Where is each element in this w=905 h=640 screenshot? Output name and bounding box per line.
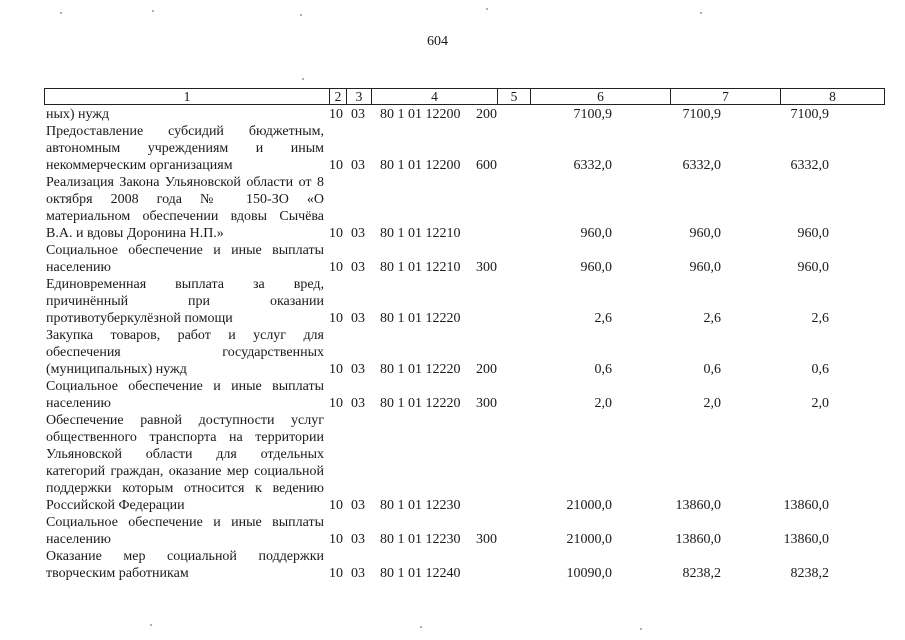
cell-amount-8: 960,0 [797, 226, 829, 241]
scan-speck [152, 10, 154, 12]
table-row [46, 174, 866, 242]
cell-amount-8: 2,0 [811, 396, 829, 411]
cell-expense-type: 200 [476, 362, 497, 377]
cell-amount-7: 7100,9 [682, 107, 721, 122]
cell-subsection: 03 [351, 311, 365, 326]
column-header-4: 4 [372, 89, 498, 104]
table-header-row [44, 88, 885, 105]
scan-speck [700, 12, 702, 14]
cell-amount-8: 960,0 [797, 260, 829, 275]
column-header-3: 3 [347, 89, 372, 104]
cell-section: 10 [329, 226, 343, 241]
cell-amount-7: 13860,0 [675, 498, 721, 513]
cell-subsection: 03 [351, 566, 365, 581]
column-header-6: 6 [531, 89, 671, 104]
cell-amount-7: 2,0 [703, 396, 721, 411]
cell-section: 10 [329, 396, 343, 411]
cell-section: 10 [329, 498, 343, 513]
cell-amount-6: 6332,0 [573, 158, 612, 173]
table-row [46, 276, 866, 327]
cell-subsection: 03 [351, 226, 365, 241]
cell-target-code: 80 1 01 12220 [380, 311, 461, 326]
scan-speck [60, 12, 62, 14]
row-description: Предоставление субсидий бюджетным, автономным учреждениям и иным некоммерческим организациям [46, 124, 324, 173]
budget-table-body [46, 106, 866, 582]
cell-amount-8: 2,6 [811, 311, 829, 326]
row-description: Социальное обеспечение и иные выплаты населению [46, 515, 324, 547]
scan-speck [300, 14, 302, 16]
cell-target-code: 80 1 01 12230 [380, 498, 461, 513]
column-header-2: 2 [330, 89, 347, 104]
column-header-8: 8 [829, 89, 836, 104]
cell-amount-7: 960,0 [689, 226, 721, 241]
cell-amount-8: 13860,0 [783, 498, 829, 513]
cell-subsection: 03 [351, 107, 365, 122]
cell-amount-6: 10090,0 [566, 566, 612, 581]
cell-amount-7: 960,0 [689, 260, 721, 275]
row-description: Единовременная выплата за вред, причинённый при оказании противотуберкулёзной помощи [46, 277, 324, 326]
row-description: Оказание мер социальной поддержки творческим работникам [46, 549, 324, 581]
cell-subsection: 03 [351, 396, 365, 411]
cell-amount-6: 2,6 [594, 311, 612, 326]
cell-amount-8: 13860,0 [783, 532, 829, 547]
row-description: Обеспечение равной доступности услуг общественного транспорта на территории Ульяновской области для отдельных категорий граждан, оказание мер социальной поддержки которым относится к ведению Российской Федерации [46, 413, 324, 513]
cell-amount-8: 8238,2 [790, 566, 829, 581]
cell-section: 10 [329, 158, 343, 173]
cell-amount-7: 8238,2 [682, 566, 721, 581]
row-description: Закупка товаров, работ и услуг для обеспечения государственных (муниципальных) нужд [46, 328, 324, 377]
cell-section: 10 [329, 107, 343, 122]
cell-amount-6: 960,0 [580, 260, 612, 275]
cell-amount-7: 6332,0 [682, 158, 721, 173]
cell-target-code: 80 1 01 12230 [380, 532, 461, 547]
cell-target-code: 80 1 01 12200 [380, 158, 461, 173]
cell-target-code: 80 1 01 12220 [380, 362, 461, 377]
cell-amount-8: 7100,9 [790, 107, 829, 122]
column-header-1: 1 [45, 89, 330, 104]
table-row [46, 378, 866, 412]
cell-section: 10 [329, 311, 343, 326]
cell-amount-6: 21000,0 [566, 498, 612, 513]
cell-amount-6: 2,0 [594, 396, 612, 411]
cell-target-code: 80 1 01 12220 [380, 396, 461, 411]
cell-amount-8: 6332,0 [790, 158, 829, 173]
scan-speck [420, 626, 422, 628]
column-header-7: 7 [671, 89, 781, 104]
cell-amount-7: 13860,0 [675, 532, 721, 547]
cell-section: 10 [329, 362, 343, 377]
cell-target-code: 80 1 01 12240 [380, 566, 461, 581]
table-row [46, 106, 866, 123]
row-description: Социальное обеспечение и иные выплаты населению [46, 379, 324, 411]
cell-amount-6: 960,0 [580, 226, 612, 241]
cell-section: 10 [329, 260, 343, 275]
table-row [46, 412, 866, 514]
scan-speck [150, 624, 152, 626]
cell-section: 10 [329, 566, 343, 581]
scan-speck [486, 8, 488, 10]
cell-subsection: 03 [351, 498, 365, 513]
row-description: Социальное обеспечение и иные выплаты населению [46, 243, 324, 275]
table-row [46, 548, 866, 582]
table-row [46, 327, 866, 378]
cell-amount-6: 21000,0 [566, 532, 612, 547]
cell-amount-7: 0,6 [703, 362, 721, 377]
table-row [46, 123, 866, 174]
cell-subsection: 03 [351, 158, 365, 173]
cell-subsection: 03 [351, 532, 365, 547]
cell-target-code: 80 1 01 12200 [380, 107, 461, 122]
row-description: Реализация Закона Ульяновской области от 8 октября 2008 года № 150-ЗО «О материальном обеспечении вдовы Сычёва В.А. и вдовы Доронина Н.П.» [46, 175, 324, 241]
row-description: ных) нужд [46, 107, 110, 122]
cell-section: 10 [329, 532, 343, 547]
scan-speck [640, 628, 642, 630]
page-number: 604 [427, 34, 448, 49]
cell-expense-type: 300 [476, 532, 497, 547]
cell-amount-6: 7100,9 [573, 107, 612, 122]
cell-amount-8: 0,6 [811, 362, 829, 377]
cell-subsection: 03 [351, 260, 365, 275]
scan-speck [302, 78, 304, 80]
cell-expense-type: 300 [476, 396, 497, 411]
cell-target-code: 80 1 01 12210 [380, 226, 461, 241]
table-row [46, 514, 866, 548]
cell-amount-7: 2,6 [703, 311, 721, 326]
cell-amount-6: 0,6 [594, 362, 612, 377]
cell-subsection: 03 [351, 362, 365, 377]
cell-expense-type: 200 [476, 107, 497, 122]
cell-expense-type: 300 [476, 260, 497, 275]
table-row [46, 242, 866, 276]
cell-expense-type: 600 [476, 158, 497, 173]
column-header-5: 5 [498, 89, 531, 104]
cell-target-code: 80 1 01 12210 [380, 260, 461, 275]
